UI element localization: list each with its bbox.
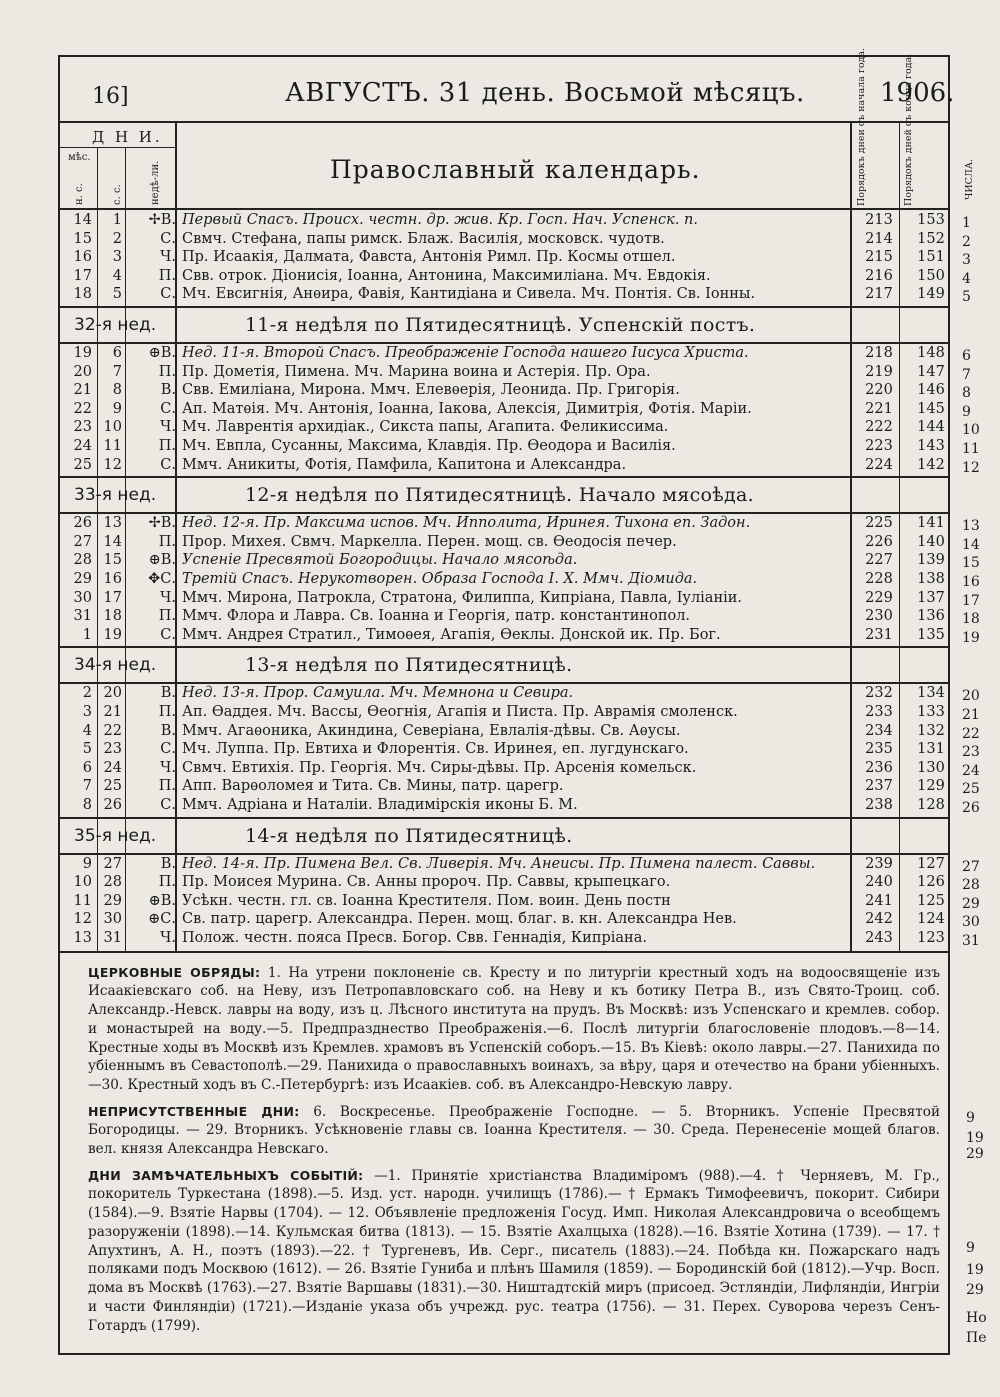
weekday: Ч. (160, 419, 176, 436)
page-year: 1906. (880, 78, 955, 108)
side-day-number: 27 (962, 858, 980, 875)
table-top-rule (60, 121, 948, 123)
old-style-day: 31 (103, 930, 122, 946)
weekday: П. (158, 438, 176, 454)
holidays-note (88, 1103, 940, 1159)
old-style-day: 15 (103, 552, 122, 569)
day-of-year: 217 (865, 286, 893, 303)
days-remaining: 150 (917, 267, 945, 284)
new-style-day: 5 (82, 741, 92, 758)
side-day-number: 19 (962, 629, 980, 646)
rites-text: 1. На утрени поклоненіе св. Кресту и по литургіи крестный ходъ на водоосвященіе изъ Исаакіевскаго соб. на Неву, изъ Петропавловскаго соб. на Неву и къ ботику Петра В., изъ Свято-Троиц. соб. Александр.-Невск. лавры на воду, изъ ц. Лѣсного института на прудъ. Въ Москвѣ: изъ Успенскаго и кремлев. собор. и монастырей на воду.—5. Предпразднество Преображенія.—6. Послѣ литургіи благословеніе плодовъ.—8—14. Крестные ходы въ Москвѣ изъ Кремлев. храмовъ въ Успенскій соборъ.—15. Въ Кіевѣ: около лавры.—27. Панихида по убіеннымъ въ Севастополѣ.—29. Панихида о православныхъ воинахъ, за вѣру, царя и отечество на брани убіенныхъ.—30. Крестный ходъ въ С.-Петербургѣ: изъ Исаакіев. соб. въ Александро-Невскую лавру. (88, 964, 940, 1094)
saints-text: Ммч. Андрея Стратил., Тимоѳея, Агапія, Ѳеклы. Донской ик. Пр. Бог. (182, 626, 721, 643)
days-remaining: 135 (917, 626, 945, 643)
table-row (60, 437, 950, 455)
weekday: П. (158, 267, 176, 284)
new-style-day: 14 (73, 212, 92, 228)
days-remaining: 132 (917, 722, 945, 739)
days-subrule (60, 147, 175, 148)
days-remaining: 151 (917, 249, 945, 266)
saints-text: Первый Спасъ. Происх. честн. др. жив. Кр. Госп. Нач. Успенск. п. (182, 212, 698, 228)
week-header (60, 308, 850, 342)
new-style-day: 1 (82, 626, 92, 643)
day-of-year: 240 (865, 874, 893, 891)
saints-text: Мч. Евсигнія, Анѳира, Фавія, Кантидіана и Сивела. Мч. Понтія. Св. Іонны. (182, 286, 756, 303)
saints-text: Свв. отрок. Діонисія, Іоанна, Антонина, Максимиліана. Мч. Евдокія. (182, 267, 711, 284)
side-day-number: 1 (962, 215, 971, 231)
weekday: С. (160, 456, 176, 473)
table-row (60, 363, 950, 381)
weekday: ✥С. (148, 571, 176, 587)
old-style-day: 29 (103, 892, 122, 909)
table-head-rule (60, 208, 948, 210)
old-style-day: 26 (103, 797, 122, 813)
side-note: 29 (966, 1146, 984, 1162)
new-style-day: 26 (73, 515, 92, 532)
days-remaining: 153 (917, 212, 945, 228)
days-remaining: 133 (917, 704, 945, 720)
old-style-day: 9 (112, 400, 122, 417)
old-style-day: 14 (103, 533, 122, 550)
side-day-number: 3 (962, 252, 971, 269)
side-note: 9 (966, 1240, 975, 1256)
side-day-number: 28 (962, 877, 980, 894)
days-remaining: 125 (917, 892, 945, 909)
side-day-number: 12 (962, 459, 980, 476)
days-remaining: 124 (917, 911, 945, 928)
table-bottom-rule (60, 951, 948, 953)
old-style-day: 5 (112, 286, 122, 303)
new-style-day: 13 (73, 930, 92, 946)
old-style-day: 30 (103, 911, 122, 928)
saints-text: Усѣкн. честн. гл. св. Іоанна Крестителя. Пом. воин. День постн (182, 892, 671, 909)
side-day-number: 25 (962, 781, 980, 798)
table-row (60, 589, 950, 607)
old-style-day: 19 (103, 626, 122, 643)
table-row (60, 873, 950, 891)
day-of-year: 218 (865, 345, 893, 361)
table-row (60, 344, 950, 362)
day-of-year: 224 (865, 456, 893, 473)
day-of-year: 222 (865, 419, 893, 436)
day-of-year: 220 (865, 382, 893, 399)
weekday: П. (158, 778, 176, 795)
weekday: П. (158, 874, 176, 891)
days-remaining: 143 (917, 438, 945, 454)
old-style-day: 11 (103, 438, 122, 454)
days-remaining: 138 (917, 571, 945, 587)
week-header (60, 819, 850, 853)
weekday: Ч. (160, 589, 176, 606)
weekday: В. (160, 722, 176, 739)
new-style-day: 4 (82, 722, 92, 739)
saints-text: Ап. Ѳаддея. Мч. Вассы, Ѳеогнія, Агапія и Писта. Пр. Аврамія смоленск. (182, 704, 738, 720)
table-row (60, 722, 950, 740)
saints-text: Нед. 12-я. Пр. Максима испов. Мч. Ипполита, Иринея. Тихона еп. Задон. (182, 515, 751, 532)
saints-text: Свв. Емиліана, Мирона. Ммч. Елевѳерія, Леонида. Пр. Григорія. (182, 382, 680, 399)
old-style-day: 12 (103, 456, 122, 473)
side-day-number: 23 (962, 744, 980, 761)
week-number: 35-я нед. (74, 825, 157, 846)
days-remaining: 147 (917, 363, 945, 380)
days-remaining: 123 (917, 930, 945, 946)
saints-text: Успеніе Пресвятой Богородицы. Начало мясоѣда. (182, 552, 578, 569)
saints-text: Ммч. Адріана и Наталіи. Владимірскія иконы Б. М. (182, 797, 578, 813)
table-row (60, 703, 950, 721)
week-title: 14-я недѣля по Пятидесятницѣ. (245, 824, 573, 847)
days-remaining: 136 (917, 608, 945, 625)
order-end-header: Порядокъ дней съ конца года. (903, 53, 914, 206)
table-row (60, 248, 950, 266)
saints-text: Св. патр. царегр. Александра. Перен. мощ. благ. в. кн. Александра Нев. (182, 911, 737, 928)
page-number: 16] (92, 84, 129, 109)
rites-label: ЦЕРКОВНЫЕ ОБРЯДЫ: (88, 964, 261, 980)
table-row (60, 929, 950, 947)
holidays-label: НЕПРИСУТСТВЕННЫЕ ДНИ: (88, 1103, 300, 1119)
month-header: мѣс. (68, 152, 91, 163)
table-row (60, 514, 950, 532)
days-remaining: 139 (917, 552, 945, 569)
days-remaining: 128 (917, 797, 945, 813)
table-row (60, 551, 950, 569)
day-of-year: 227 (865, 552, 893, 569)
day-of-year: 237 (865, 778, 893, 795)
saints-text: Третій Спасъ. Нерукотворен. Образа Господа І. Х. Ммч. Діомида. (182, 571, 698, 587)
days-remaining: 148 (917, 345, 945, 361)
side-day-number: 16 (962, 574, 980, 590)
saints-text: Прор. Михея. Свмч. Маркелла. Перен. мощ. св. Ѳеодосія печер. (182, 533, 677, 550)
events-text: —1. Принятіе христіанства Владиміромъ (988).—4. † Черняевъ, М. Гр., покоритель Туркестана (1898).—5. Изд. уст. народн. училищъ (1786).— † Ермакъ Тимофеевичъ, покорит. Сибири (1584).—9. Взятіе Нарвы (1704). — 12. Объявленіе предложенія Госуд. Имп. Николая Александровича о всеобщемъ разоруженіи (1898).—14. Кульмская битва (1813). — 15. Взятіе Ахалцыха (1828).—16. Взятіе Хотина (1739). — 17. † Апухтинъ, А. Н., поэтъ (1893).—22. † Тургеневъ, Ив. Серг., писатель (1883).—24. Побѣда кн. Пожарскаго надъ поляками подъ Москвою (1612). — 26. Взятіе Гуниба и плѣнъ Шамиля (1859). — Бородинскій бой (1812).—Учр. Восп. дома въ Москвѣ (1763).—27. Взятіе Варшавы (1831).—30. Ништадтскій миръ (присоед. Эстляндіи, Лифляндіи, Ингріи и части Финляндіи) (1721).—Изданіе указа объ учрежд. рус. театра (1756). — 31. Перех. Суворова черезъ Сенъ-Готардъ (1799). (88, 1167, 940, 1334)
new-style-day: 7 (82, 778, 92, 795)
side-note: 9 (966, 1110, 975, 1126)
days-remaining: 130 (917, 759, 945, 776)
old-style-day: 1 (112, 212, 122, 228)
side-day-number: 18 (962, 611, 980, 628)
week-title: 12-я недѣля по Пятидесятницѣ. Начало мясоѣда. (245, 484, 755, 507)
weekday: Ч. (160, 759, 176, 776)
table-row (60, 285, 950, 303)
old-style-day: 2 (112, 230, 122, 247)
new-style-day: 20 (73, 363, 92, 380)
old-style-day: 22 (103, 722, 122, 739)
table-row (60, 892, 950, 910)
new-style-day: 8 (82, 797, 92, 813)
weekday: В. (160, 855, 176, 872)
day-of-year: 230 (865, 608, 893, 625)
table-row (60, 910, 950, 928)
old-style-day: 25 (103, 778, 122, 795)
table-row (60, 533, 950, 551)
weekday: В. (160, 685, 176, 702)
side-day-number: 20 (962, 688, 980, 705)
ss-header: с. с. (112, 184, 123, 205)
weekday: П. (158, 533, 176, 550)
side-day-number: 26 (962, 800, 980, 816)
table-row (60, 626, 950, 644)
weekday: П. (158, 608, 176, 625)
weekday: В. (160, 382, 176, 399)
old-style-day: 3 (112, 249, 122, 266)
old-style-day: 6 (112, 345, 122, 361)
week-header (60, 478, 850, 512)
new-style-day: 16 (73, 249, 92, 266)
new-style-day: 18 (73, 286, 92, 303)
table-row (60, 607, 950, 625)
side-day-number: 17 (962, 592, 980, 609)
weekday-header: недѣ-ли. (150, 160, 161, 205)
weekday: С. (160, 400, 176, 417)
saints-text: Пр. Дометія, Пимена. Мч. Марина воина и Астерія. Пр. Ора. (182, 363, 651, 380)
day-of-year: 216 (865, 267, 893, 284)
weekday: П. (158, 363, 176, 380)
new-style-day: 9 (82, 855, 92, 872)
side-day-number: 9 (962, 403, 971, 420)
table-row (60, 684, 950, 702)
page-title: АВГУСТЪ. 31 день. Восьмой мѣсяцъ. (285, 78, 805, 108)
new-style-day: 19 (73, 345, 92, 361)
saints-text: Нед. 13-я. Прор. Самуила. Мч. Мемнона и Севира. (182, 685, 574, 702)
saints-text: Нед. 11-я. Второй Спасъ. Преображеніе Господа нашего Іисуса Христа. (182, 345, 749, 361)
weekday: С. (160, 741, 176, 758)
days-remaining: 149 (917, 286, 945, 303)
week-number: 32-я нед. (74, 315, 157, 335)
days-header: Д Н И. (92, 128, 163, 146)
weekday: Ч. (160, 249, 176, 266)
saints-text: Пр. Моисея Мурина. Св. Анны пророч. Пр. Саввы, крыпецкаго. (182, 874, 671, 891)
week-title: 13-я недѣля по Пятидесятницѣ. (245, 654, 573, 677)
days-remaining: 141 (917, 515, 945, 532)
side-day-number: 31 (962, 933, 980, 949)
week-number: 33-я нед. (74, 485, 157, 506)
table-row (60, 759, 950, 777)
day-of-year: 238 (865, 797, 893, 813)
days-remaining: 126 (917, 874, 945, 891)
old-style-day: 17 (103, 589, 122, 606)
saints-text: Мч. Евпла, Сусанны, Максима, Клавдія. Пр. Ѳеодора и Василія. (182, 438, 676, 454)
days-remaining: 140 (917, 533, 945, 550)
new-style-day: 15 (73, 230, 92, 247)
table-row (60, 855, 950, 873)
days-remaining: 127 (917, 855, 945, 872)
old-style-day: 23 (103, 741, 122, 758)
day-of-year: 231 (865, 626, 893, 643)
day-of-year: 221 (865, 400, 893, 417)
table-row (60, 400, 950, 418)
week-number: 34-я нед. (74, 655, 157, 676)
old-style-day: 20 (103, 685, 122, 702)
side-day-number: 14 (962, 536, 980, 553)
side-day-number: 30 (962, 914, 980, 931)
new-style-day: 29 (73, 571, 92, 587)
side-day-number: 22 (962, 725, 980, 742)
days-remaining: 145 (917, 400, 945, 417)
side-day-number: 13 (962, 518, 980, 535)
old-style-day: 7 (112, 363, 122, 380)
weekday: ⊕В. (148, 552, 176, 569)
saints-text: Полож. честн. пояса Пресв. Богор. Свв. Геннадія, Кипріана. (182, 930, 647, 946)
day-of-year: 215 (865, 249, 893, 266)
saints-text: Мч. Лаврентія архидіак., Сикста папы, Агапита. Феликиссима. (182, 419, 669, 436)
day-of-year: 219 (865, 363, 893, 380)
old-style-day: 10 (103, 419, 122, 436)
new-style-day: 6 (82, 759, 92, 776)
weekday: П. (158, 704, 176, 720)
new-style-day: 21 (73, 382, 92, 399)
new-style-day: 17 (73, 267, 92, 284)
day-of-year: 235 (865, 741, 893, 758)
saints-text: Пр. Исаакія, Далмата, Фавста, Антонія Римл. Пр. Космы отшел. (182, 249, 676, 266)
saints-text: Ммч. Агаѳоника, Акиндина, Северіана, Евлалія-дѣвы. Св. Аѳусы. (182, 722, 681, 739)
saints-text: Мч. Луппа. Пр. Евтиха и Флорентія. Св. Иринея, еп. лугдунскаго. (182, 741, 689, 758)
ns-header: н. с. (74, 183, 85, 205)
saints-text: Ап. Матѳія. Мч. Антонія, Іоанна, Іакова, Алексія, Димитрія, Фотія. Маріи. (182, 400, 752, 417)
days-remaining: 142 (917, 456, 945, 473)
new-style-day: 11 (73, 892, 92, 909)
week-header (60, 648, 850, 682)
old-style-day: 21 (103, 704, 122, 720)
side-day-number: 10 (962, 422, 980, 439)
table-row (60, 740, 950, 758)
new-style-day: 22 (73, 400, 92, 417)
days-remaining: 146 (917, 382, 945, 399)
days-remaining: 129 (917, 778, 945, 795)
week-title: 11-я недѣля по Пятидесятницѣ. Успенскій постъ. (245, 314, 756, 336)
table-row (60, 418, 950, 436)
saints-text: Свмч. Евтихія. Пр. Георгія. Мч. Сиры-дѣвы. Пр. Арсенія комельск. (182, 759, 697, 776)
new-style-day: 10 (73, 874, 92, 891)
table-row (60, 570, 950, 588)
new-style-day: 25 (73, 456, 92, 473)
old-style-day: 24 (103, 759, 122, 776)
days-remaining: 152 (917, 230, 945, 247)
day-of-year: 223 (865, 438, 893, 454)
old-style-day: 18 (103, 608, 122, 625)
side-day-number: 29 (962, 895, 980, 912)
side-day-number: 5 (962, 289, 971, 306)
holidays-text: 6. Воскресенье. Преображеніе Господне. — 5. Вторникъ. Успеніе Пресвятой Богородицы. — 29. Вторникъ. Усѣкновеніе главы св. Іоанна Крестителя. — 30. Среда. Перенесеніе мощей благов. вел. князя Александра Невскаго. (88, 1103, 941, 1158)
saints-text: Свмч. Стефана, папы римск. Блаж. Василія, московск. чудотв. (182, 230, 665, 247)
side-note: 19 (966, 1130, 984, 1146)
new-style-day: 27 (73, 533, 92, 550)
new-style-day: 28 (73, 552, 92, 569)
days-remaining: 134 (917, 685, 945, 702)
table-row (60, 456, 950, 474)
side-note: Пе (966, 1330, 987, 1346)
new-style-day: 12 (73, 911, 92, 928)
side-day-number: 6 (962, 348, 971, 364)
days-remaining: 137 (917, 589, 945, 606)
weekday: С. (160, 797, 176, 813)
side-day-number: 11 (962, 441, 980, 457)
events-note (88, 1167, 940, 1336)
table-row (60, 267, 950, 285)
days-remaining: 144 (917, 419, 945, 436)
saints-text: Нед. 14-я. Пр. Пимена Вел. Св. Ливерія. Мч. Анеисы. Пр. Пимена палест. Саввы. (182, 855, 816, 872)
side-note: Но (966, 1310, 987, 1326)
day-of-year: 233 (865, 704, 893, 720)
day-of-year: 214 (865, 230, 893, 247)
day-of-year: 232 (865, 685, 893, 702)
day-of-year: 225 (865, 515, 893, 532)
weekday: ⊕С. (148, 911, 176, 928)
weekday: ✢В. (148, 515, 176, 532)
calendar-header: Православный календарь. (330, 155, 701, 184)
weekday: ⊕В. (148, 892, 176, 909)
side-day-number: 4 (962, 270, 971, 287)
table-row (60, 796, 950, 814)
old-style-day: 8 (112, 382, 122, 399)
side-day-number: 21 (962, 707, 980, 723)
weekday: С. (160, 626, 176, 643)
order-start-header: Порядокъ днеи съ начала года. (856, 47, 867, 206)
day-of-year: 239 (865, 855, 893, 872)
day-of-year: 228 (865, 571, 893, 587)
saints-text: Ммч. Мирона, Патрокла, Стратона, Филиппа, Кипріана, Павла, Іуліаніи. (182, 589, 743, 606)
day-of-year: 241 (865, 892, 893, 909)
side-day-number: 24 (962, 762, 980, 779)
old-style-day: 27 (103, 855, 122, 872)
new-style-day: 23 (73, 419, 92, 436)
table-row (60, 230, 950, 248)
new-style-day: 3 (82, 704, 92, 720)
old-style-day: 28 (103, 874, 122, 891)
saints-text: Ммч. Флора и Лавра. Св. Іоанна и Георгія, патр. константинопол. (182, 608, 691, 625)
old-style-day: 16 (103, 571, 122, 587)
weekday: С. (160, 230, 176, 247)
weekday: ✢В. (148, 212, 176, 228)
table-row (60, 777, 950, 795)
new-style-day: 31 (73, 608, 92, 625)
day-of-year: 234 (865, 722, 893, 739)
day-of-year: 226 (865, 533, 893, 550)
side-note: 29 (966, 1282, 984, 1298)
events-label: ДНИ ЗАМѢЧАТЕЛЬНЫХЪ СОБЫТІЙ: (88, 1167, 364, 1183)
weekday: ⊕В. (148, 345, 176, 361)
weekday: С. (160, 286, 176, 303)
saints-text: Апп. Варѳоломея и Тита. Св. Мины, патр. царегр. (182, 778, 564, 795)
table-row (60, 211, 950, 229)
table-row (60, 381, 950, 399)
days-remaining: 131 (917, 741, 945, 758)
side-day-number: 15 (962, 555, 980, 572)
side-note: 19 (966, 1262, 984, 1278)
new-style-day: 30 (73, 589, 92, 606)
old-style-day: 4 (112, 267, 122, 284)
new-style-day: 24 (73, 438, 92, 454)
day-of-year: 236 (865, 759, 893, 776)
side-day-number: 7 (962, 366, 971, 383)
saints-text: Ммч. Аникиты, Фотія, Памфила, Капитона и Александра. (182, 456, 627, 473)
day-of-year: 213 (865, 212, 893, 228)
church-rites-note (88, 964, 940, 1095)
side-numbers-header: ЧИСЛА. (964, 158, 975, 200)
day-of-year: 243 (865, 930, 893, 946)
weekday: Ч. (160, 930, 176, 946)
side-day-number: 8 (962, 385, 971, 402)
side-day-number: 2 (962, 233, 971, 250)
old-style-day: 13 (103, 515, 122, 532)
new-style-day: 2 (82, 685, 92, 702)
day-of-year: 242 (865, 911, 893, 928)
day-of-year: 229 (865, 589, 893, 606)
